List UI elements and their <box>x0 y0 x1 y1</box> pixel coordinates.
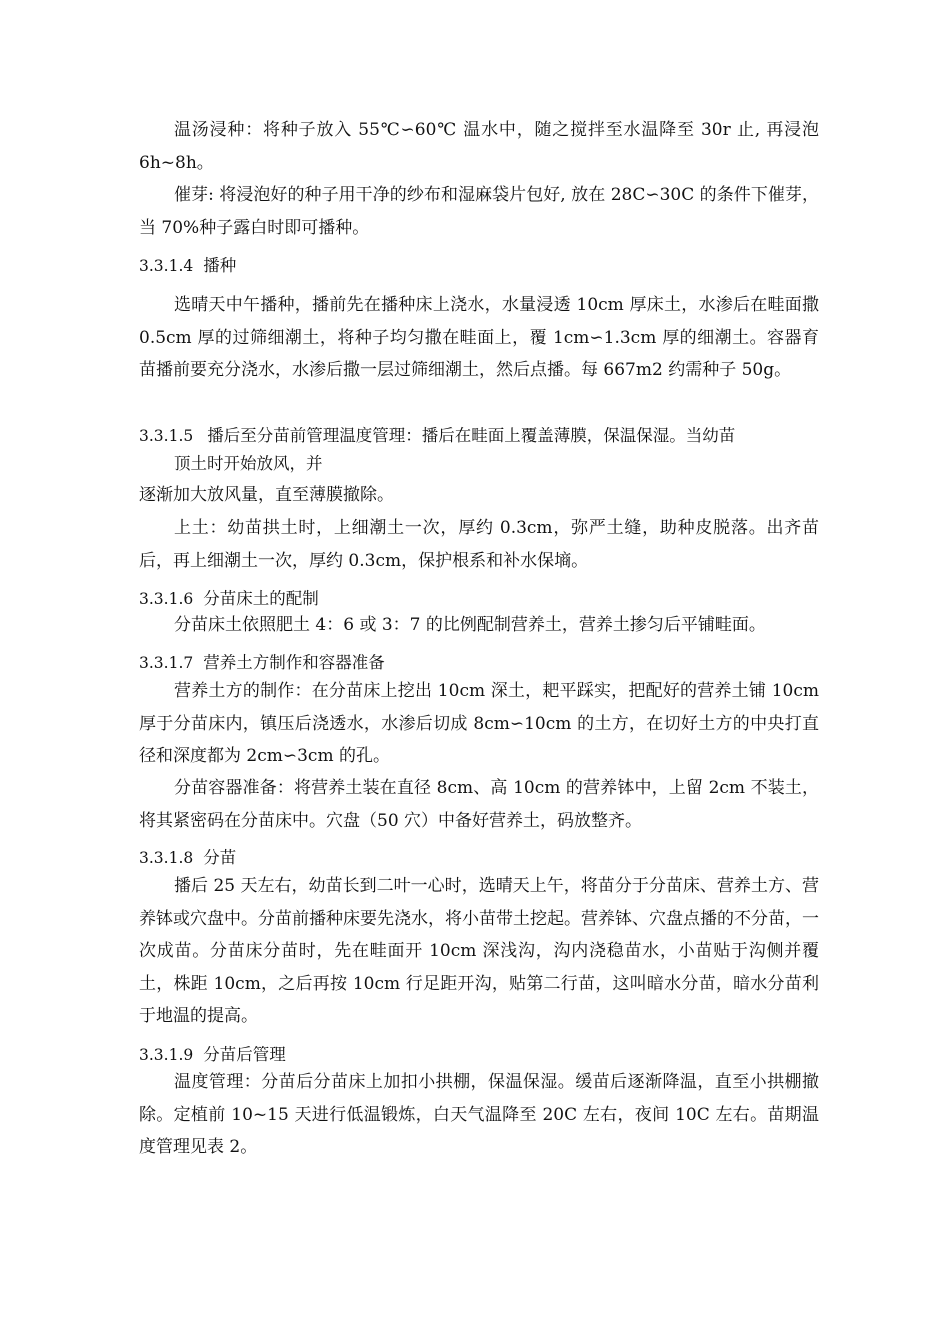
paragraph-soil-block: 营养土方的制作：在分苗床上挖出 10cm 深土，耙平踩实，把配好的营养土铺 10cm 厚于分苗床内，镇压后浇透水，水渗后切成 8cm∽10cm 的土方，在切好土方的中央打直径和深度都为 2cm∽3cm 的孔。 <box>139 681 819 766</box>
section-number: 3.3.1.6 <box>139 590 194 608</box>
heading-3-3-1-5 <box>139 422 819 478</box>
section-title: 分苗床土的配制 <box>203 589 319 608</box>
section-title: 播后至分苗前管理温度管理：播后在畦面上覆盖薄膜，保温保湿。当幼苗 <box>207 426 736 445</box>
section-number: 3.3.1.9 <box>139 1046 194 1064</box>
heading-3-3-1-4 <box>139 254 819 278</box>
section-number: 3.3.1.4 <box>139 257 194 275</box>
heading-3-3-1-9 <box>139 1043 819 1067</box>
paragraph-temperature: 温度管理：分苗后分苗床上加扣小拱棚，保温保湿。缓苗后逐渐降温，直至小拱棚撤除。定植前 10~15 天进行低温锻炼，白天气温降至 20C 左右，夜间 10C 左右。苗期温度管理见表 2。 <box>139 1072 819 1157</box>
heading-3-3-1-6 <box>139 587 819 611</box>
paragraph-container: 分苗容器准备：将营养土装在直径 8cm、高 10cm 的营养钵中，上留 2cm 不装土，将其紧密码在分苗床中。穴盘（50 穴）中备好营养土，码放整齐。 <box>139 778 819 831</box>
section-number: 3.3.1.7 <box>139 654 194 672</box>
section-title-continued: 顶土时开始放风，并 <box>174 454 323 473</box>
section-number: 3.3.1.8 <box>139 849 194 867</box>
paragraph-sowing: 选晴天中午播种，播前先在播种床上浇水，水量浸透 10cm 厚床土，水渗后在畦面撒 0.5cm 厚的过筛细潮土，将种子均匀撒在畦面上，覆 1cm∽1.3cm 厚的细潮土。容器育苗播前要充分浇水，水渗后撒一层过筛细潮土，然后点播。每 667m2 约需种子 50g。 <box>139 295 819 380</box>
paragraph-topsoil: 上土：幼苗拱土时，上细潮土一次，厚约 0.3cm，弥严土缝，助种皮脱落。出齐苗后，再上细潮土一次，厚约 0.3cm，保护根系和补水保墒。 <box>139 518 819 571</box>
section-title: 分苗后管理 <box>203 1045 286 1064</box>
section-title: 播种 <box>203 256 237 275</box>
heading-3-3-1-7 <box>139 651 819 675</box>
paragraph-ventilation: 逐渐加大放风量，直至薄膜撤除。 <box>139 485 394 505</box>
paragraph-soaking: 温汤浸种：将种子放入 55℃∽60℃ 温水中，随之搅拌至水温降至 30r 止, 再浸泡 6h~8h。 <box>139 120 819 173</box>
paragraph-transplanting: 播后 25 天左右，幼苗长到二叶一心时，选晴天上午，将苗分于分苗床、营养土方、营养钵或穴盘中。分苗前播种床要先浇水，将小苗带土挖起。营养钵、穴盘点播的不分苗，一次成苗。分苗床分苗时，先在畦面开 10cm 深浅沟，沟内浇稳苗水，小苗贴于沟侧并覆土，株距 10cm，之后再按 10cm 行足距开沟，贴第二行苗，这叫暗水分苗，暗水分苗利于地温的提高。 <box>139 876 819 1026</box>
section-number: 3.3.1.5 <box>139 427 194 445</box>
paragraph-bed-soil: 分苗床土依照肥土 4：6 或 3：7 的比例配制营养土，营养土掺匀后平铺畦面。 <box>174 615 766 635</box>
section-title: 营养土方制作和容器准备 <box>203 653 385 672</box>
section-title: 分苗 <box>203 848 237 867</box>
paragraph-germination: 催芽: 将浸泡好的种子用干净的纱布和湿麻袋片包好, 放在 28C∽30C 的条件下催芽，当 70%种子露白时即可播种。 <box>139 185 819 238</box>
heading-3-3-1-8 <box>139 846 819 870</box>
